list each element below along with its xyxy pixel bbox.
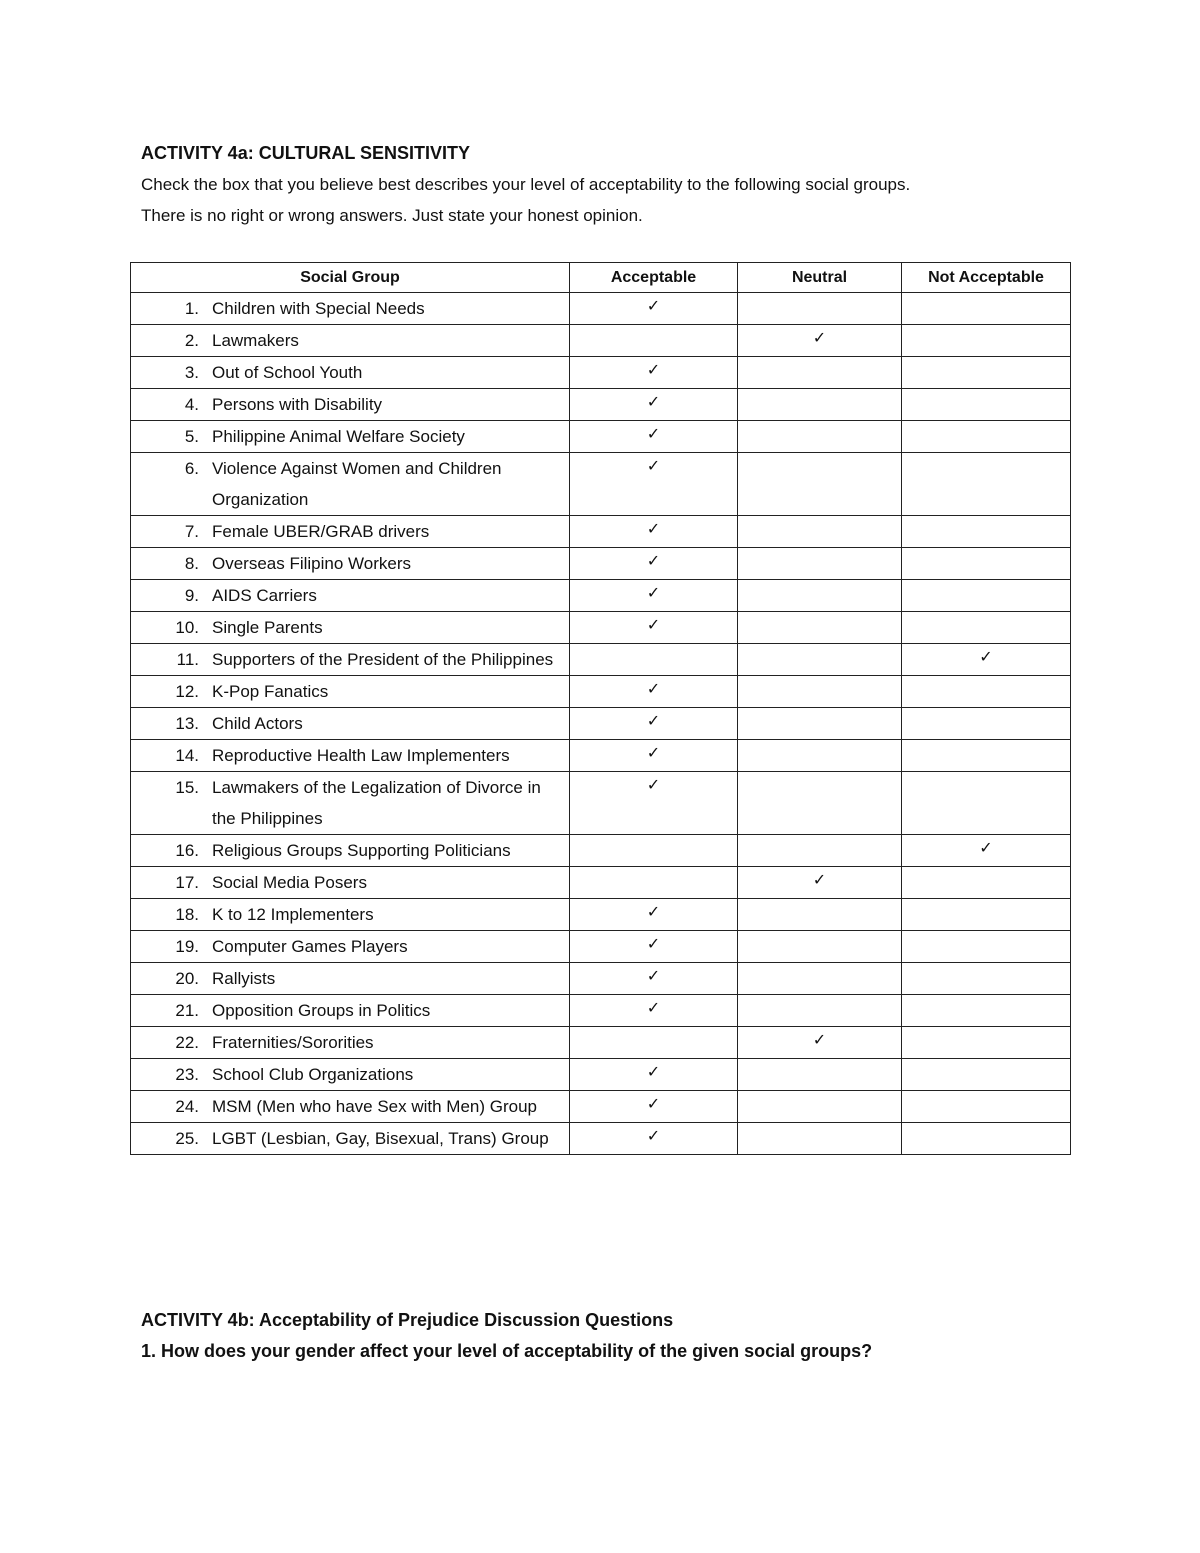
- table-row: [131, 1091, 1071, 1123]
- row-number: 6.: [184, 459, 199, 478]
- not-acceptable-checkbox-cell[interactable]: [902, 644, 1071, 676]
- social-group-label: Supporters of the President of the Philippines: [212, 650, 554, 669]
- social-group-label: LGBT (Lesbian, Gay, Bisexual, Trans) Group: [212, 1129, 549, 1148]
- table-row: [131, 516, 1071, 548]
- not-acceptable-checkbox-cell[interactable]: [902, 867, 1071, 899]
- table-row: [131, 1059, 1071, 1091]
- neutral-checkbox-cell[interactable]: [738, 357, 902, 389]
- social-group-label: Social Media Posers: [212, 873, 367, 892]
- not-acceptable-checkbox-cell[interactable]: [902, 835, 1071, 867]
- check-mark-icon: ✓: [646, 1096, 661, 1113]
- check-mark-icon: ✓: [646, 362, 661, 379]
- social-group-cell: [131, 453, 570, 516]
- neutral-checkbox-cell[interactable]: [738, 931, 902, 963]
- table-row: [131, 867, 1071, 899]
- row-number: 15.: [175, 778, 199, 797]
- table-row: [131, 453, 1071, 516]
- row-number: 17.: [175, 873, 199, 892]
- row-number: 13.: [175, 714, 199, 733]
- header-not-acceptable: Not Acceptable: [902, 263, 1071, 293]
- not-acceptable-checkbox-cell[interactable]: [902, 931, 1071, 963]
- acceptable-checkbox-cell[interactable]: [570, 835, 738, 867]
- not-acceptable-checkbox-cell[interactable]: [902, 421, 1071, 453]
- social-group-cell: [131, 708, 570, 740]
- social-group-label: Lawmakers of the Legalization of Divorce in the Philippines: [212, 778, 541, 828]
- neutral-checkbox-cell[interactable]: [738, 963, 902, 995]
- check-mark-icon: ✓: [646, 553, 661, 570]
- question-1: 1. How does your gender affect your level of acceptability of the given social groups?: [141, 1341, 873, 1361]
- row-number: 10.: [175, 618, 199, 637]
- table-row: [131, 612, 1071, 644]
- social-group-label: Violence Against Women and Children Organization: [212, 459, 502, 509]
- social-group-cell: [131, 325, 570, 357]
- not-acceptable-checkbox-cell[interactable]: [902, 899, 1071, 931]
- acceptable-checkbox-cell[interactable]: [570, 740, 738, 772]
- row-number: 4.: [184, 395, 199, 414]
- check-mark-icon: ✓: [646, 713, 661, 730]
- not-acceptable-checkbox-cell[interactable]: [902, 1123, 1071, 1155]
- not-acceptable-checkbox-cell[interactable]: [902, 516, 1071, 548]
- row-number: 12.: [175, 682, 199, 701]
- social-group-label: Female UBER/GRAB drivers: [212, 522, 430, 541]
- not-acceptable-checkbox-cell[interactable]: [902, 740, 1071, 772]
- row-number: 23.: [175, 1065, 199, 1084]
- check-mark-icon: ✓: [646, 585, 661, 602]
- check-mark-icon: ✓: [646, 298, 661, 315]
- check-mark-icon: ✓: [646, 617, 661, 634]
- table-row: [131, 676, 1071, 708]
- acceptable-checkbox-cell[interactable]: [570, 325, 738, 357]
- neutral-checkbox-cell[interactable]: [738, 421, 902, 453]
- social-group-cell: [131, 740, 570, 772]
- check-mark-icon: ✓: [646, 1000, 661, 1017]
- acceptable-checkbox-cell[interactable]: [570, 357, 738, 389]
- instructions-line-1: Check the box that you believe best describes your level of acceptability to the following social groups.: [141, 175, 911, 194]
- activity-4a-title: ACTIVITY 4a: CULTURAL SENSITIVITY: [141, 143, 471, 163]
- not-acceptable-checkbox-cell[interactable]: [902, 612, 1071, 644]
- header-neutral: Neutral: [738, 263, 902, 293]
- acceptable-checkbox-cell[interactable]: [570, 1027, 738, 1059]
- social-group-cell: [131, 612, 570, 644]
- row-number: 22.: [175, 1033, 199, 1052]
- acceptable-checkbox-cell[interactable]: [570, 772, 738, 835]
- check-mark-icon: ✓: [646, 1128, 661, 1145]
- check-mark-icon: ✓: [646, 968, 661, 985]
- social-group-cell: [131, 867, 570, 899]
- row-number: 5.: [184, 427, 199, 446]
- acceptable-checkbox-cell[interactable]: [570, 644, 738, 676]
- neutral-checkbox-cell[interactable]: [738, 1123, 902, 1155]
- social-group-cell: [131, 580, 570, 612]
- not-acceptable-checkbox-cell[interactable]: [902, 1091, 1071, 1123]
- neutral-checkbox-cell[interactable]: [738, 293, 902, 325]
- not-acceptable-checkbox-cell[interactable]: [902, 963, 1071, 995]
- acceptable-checkbox-cell[interactable]: [570, 421, 738, 453]
- row-number: 8.: [184, 554, 199, 573]
- row-number: 21.: [175, 1001, 199, 1020]
- not-acceptable-checkbox-cell[interactable]: [902, 772, 1071, 835]
- acceptability-table: [130, 262, 1071, 1155]
- table-row: [131, 835, 1071, 867]
- table-row: [131, 644, 1071, 676]
- header-social-group: Social Group: [131, 263, 570, 293]
- row-number: 18.: [175, 905, 199, 924]
- row-number: 20.: [175, 969, 199, 988]
- instructions-line-2: There is no right or wrong answers. Just state your honest opinion.: [141, 206, 643, 225]
- social-group-label: Overseas Filipino Workers: [212, 554, 412, 573]
- social-group-label: Persons with Disability: [212, 395, 383, 414]
- neutral-checkbox-cell[interactable]: [738, 1027, 902, 1059]
- acceptable-checkbox-cell[interactable]: [570, 708, 738, 740]
- social-group-cell: [131, 1091, 570, 1123]
- social-group-label: School Club Organizations: [212, 1065, 414, 1084]
- social-group-label: Single Parents: [212, 618, 323, 637]
- social-group-label: Out of School Youth: [212, 363, 363, 382]
- row-number: 14.: [175, 746, 199, 765]
- not-acceptable-checkbox-cell[interactable]: [902, 325, 1071, 357]
- table-row: [131, 580, 1071, 612]
- acceptable-checkbox-cell[interactable]: [570, 899, 738, 931]
- social-group-cell: [131, 357, 570, 389]
- check-mark-icon: ✓: [979, 840, 993, 857]
- acceptable-checkbox-cell[interactable]: [570, 1091, 738, 1123]
- social-group-cell: [131, 676, 570, 708]
- social-group-cell: [131, 1027, 570, 1059]
- social-group-label: K-Pop Fanatics: [212, 682, 329, 701]
- table-row: [131, 995, 1071, 1027]
- social-group-cell: [131, 963, 570, 995]
- social-group-label: Lawmakers: [212, 331, 299, 350]
- social-group-label: Rallyists: [212, 969, 276, 988]
- social-group-label: Fraternities/Sororities: [212, 1033, 374, 1052]
- check-mark-icon: ✓: [812, 872, 827, 889]
- social-group-cell: [131, 1123, 570, 1155]
- row-number: 24.: [175, 1097, 199, 1116]
- table-row: [131, 708, 1071, 740]
- social-group-cell: [131, 899, 570, 931]
- table-header-row: [131, 263, 1071, 293]
- row-number: 9.: [184, 586, 199, 605]
- neutral-checkbox-cell[interactable]: [738, 899, 902, 931]
- row-number: 25.: [175, 1129, 199, 1148]
- social-group-label: K to 12 Implementers: [212, 905, 374, 924]
- check-mark-icon: ✓: [646, 1064, 661, 1081]
- acceptable-checkbox-cell[interactable]: [570, 516, 738, 548]
- row-number: 11.: [176, 650, 199, 669]
- social-group-cell: [131, 389, 570, 421]
- social-group-cell: [131, 293, 570, 325]
- social-group-cell: [131, 1059, 570, 1091]
- row-number: 3.: [184, 363, 199, 382]
- social-group-label: MSM (Men who have Sex with Men) Group: [212, 1097, 538, 1116]
- acceptable-checkbox-cell[interactable]: [570, 995, 738, 1027]
- check-mark-icon: ✓: [812, 1032, 827, 1049]
- acceptable-checkbox-cell[interactable]: [570, 453, 738, 516]
- social-group-cell: [131, 548, 570, 580]
- header-acceptable: Acceptable: [570, 263, 738, 293]
- not-acceptable-checkbox-cell[interactable]: [902, 357, 1071, 389]
- table-row: [131, 1123, 1071, 1155]
- social-group-label: Religious Groups Supporting Politicians: [212, 841, 511, 860]
- neutral-checkbox-cell[interactable]: [738, 580, 902, 612]
- social-group-label: Reproductive Health Law Implementers: [212, 746, 510, 765]
- not-acceptable-checkbox-cell[interactable]: [902, 676, 1071, 708]
- table-row: [131, 357, 1071, 389]
- not-acceptable-checkbox-cell[interactable]: [902, 1027, 1071, 1059]
- social-group-label: Child Actors: [212, 714, 303, 733]
- acceptable-checkbox-cell[interactable]: [570, 931, 738, 963]
- acceptable-checkbox-cell[interactable]: [570, 963, 738, 995]
- not-acceptable-checkbox-cell[interactable]: [902, 580, 1071, 612]
- table-row: [131, 740, 1071, 772]
- check-mark-icon: ✓: [646, 745, 661, 762]
- neutral-checkbox-cell[interactable]: [738, 612, 902, 644]
- table-row: [131, 293, 1071, 325]
- table-row: [131, 421, 1071, 453]
- neutral-checkbox-cell[interactable]: [738, 548, 902, 580]
- social-group-label: Philippine Animal Welfare Society: [212, 427, 465, 446]
- social-group-cell: [131, 931, 570, 963]
- table-row: [131, 548, 1071, 580]
- social-group-cell: [131, 421, 570, 453]
- neutral-checkbox-cell[interactable]: [738, 867, 902, 899]
- acceptable-checkbox-cell[interactable]: [570, 548, 738, 580]
- table-row: [131, 899, 1071, 931]
- acceptable-checkbox-cell[interactable]: [570, 293, 738, 325]
- row-number: 19.: [175, 937, 199, 956]
- neutral-checkbox-cell[interactable]: [738, 325, 902, 357]
- neutral-checkbox-cell[interactable]: [738, 1059, 902, 1091]
- neutral-checkbox-cell[interactable]: [738, 835, 902, 867]
- social-group-label: Computer Games Players: [212, 937, 408, 956]
- neutral-checkbox-cell[interactable]: [738, 1091, 902, 1123]
- table-row: [131, 389, 1071, 421]
- not-acceptable-checkbox-cell[interactable]: [902, 1059, 1071, 1091]
- neutral-checkbox-cell[interactable]: [738, 995, 902, 1027]
- neutral-checkbox-cell[interactable]: [738, 740, 902, 772]
- social-group-cell: [131, 995, 570, 1027]
- check-mark-icon: ✓: [646, 458, 661, 475]
- acceptable-checkbox-cell[interactable]: [570, 1059, 738, 1091]
- check-mark-icon: ✓: [646, 936, 661, 953]
- social-group-cell: [131, 772, 570, 835]
- row-number: 1.: [184, 299, 199, 318]
- not-acceptable-checkbox-cell[interactable]: [902, 453, 1071, 516]
- social-group-cell: [131, 516, 570, 548]
- check-mark-icon: ✓: [646, 521, 661, 538]
- check-mark-icon: ✓: [812, 330, 827, 347]
- table-row: [131, 325, 1071, 357]
- neutral-checkbox-cell[interactable]: [738, 676, 902, 708]
- social-group-cell: [131, 644, 570, 676]
- neutral-checkbox-cell[interactable]: [738, 389, 902, 421]
- acceptable-checkbox-cell[interactable]: [570, 676, 738, 708]
- check-mark-icon: ✓: [646, 681, 661, 698]
- social-group-label: AIDS Carriers: [212, 586, 317, 605]
- acceptable-checkbox-cell[interactable]: [570, 867, 738, 899]
- acceptable-checkbox-cell[interactable]: [570, 1123, 738, 1155]
- check-mark-icon: ✓: [646, 777, 661, 794]
- acceptable-checkbox-cell[interactable]: [570, 580, 738, 612]
- social-group-cell: [131, 835, 570, 867]
- check-mark-icon: ✓: [979, 649, 993, 666]
- neutral-checkbox-cell[interactable]: [738, 772, 902, 835]
- check-mark-icon: ✓: [646, 394, 661, 411]
- social-group-label: Children with Special Needs: [212, 299, 425, 318]
- acceptable-checkbox-cell[interactable]: [570, 389, 738, 421]
- activity-4b-title: ACTIVITY 4b: Acceptability of Prejudice Discussion Questions: [141, 1310, 674, 1330]
- row-number: 7.: [184, 522, 199, 541]
- table-row: [131, 931, 1071, 963]
- neutral-checkbox-cell[interactable]: [738, 516, 902, 548]
- social-group-label: Opposition Groups in Politics: [212, 1001, 431, 1020]
- check-mark-icon: ✓: [646, 426, 661, 443]
- row-number: 2.: [184, 331, 199, 350]
- neutral-checkbox-cell[interactable]: [738, 708, 902, 740]
- not-acceptable-checkbox-cell[interactable]: [902, 548, 1071, 580]
- not-acceptable-checkbox-cell[interactable]: [902, 708, 1071, 740]
- not-acceptable-checkbox-cell[interactable]: [902, 389, 1071, 421]
- neutral-checkbox-cell[interactable]: [738, 453, 902, 516]
- not-acceptable-checkbox-cell[interactable]: [902, 293, 1071, 325]
- table-row: [131, 1027, 1071, 1059]
- neutral-checkbox-cell[interactable]: [738, 644, 902, 676]
- table-row: [131, 963, 1071, 995]
- not-acceptable-checkbox-cell[interactable]: [902, 995, 1071, 1027]
- table-row: [131, 772, 1071, 835]
- check-mark-icon: ✓: [646, 904, 661, 921]
- row-number: 16.: [175, 841, 199, 860]
- acceptable-checkbox-cell[interactable]: [570, 612, 738, 644]
